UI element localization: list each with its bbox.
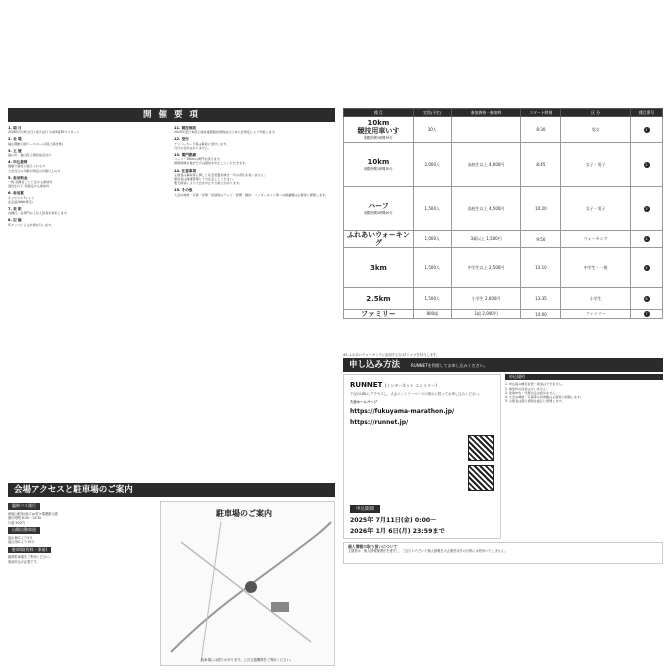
event-cap-cell: 1,500人	[413, 288, 451, 310]
apply-period	[350, 495, 496, 535]
guideline-item	[8, 149, 168, 157]
guideline-item	[8, 218, 168, 226]
guideline-item	[174, 126, 334, 134]
event-row	[344, 288, 663, 310]
event-name-cell	[344, 248, 414, 288]
event-cat-cell: ウォーキング	[561, 231, 631, 248]
event-note: 制限時間1時間30分	[364, 167, 393, 171]
event-name-cell	[344, 288, 414, 310]
runnet-logo-text: RUNNET	[350, 381, 383, 389]
events-col-header: 種 目	[344, 109, 414, 117]
event-number-badge: 6	[645, 296, 648, 301]
event-fee-cell: 中学生以上 2,500円	[451, 248, 521, 288]
access-info	[8, 501, 160, 666]
events-col-header: 参加資格・参加料	[451, 109, 521, 117]
events-table	[343, 108, 663, 319]
runnet-sub: (インターネット エントリー)	[384, 383, 437, 388]
events-footnote: ※1 ふれあいウォーキングに参加する方はTシャツを付与します。	[343, 353, 440, 357]
apply-subtitle: RUNNETを利用してお申し込みください。	[410, 363, 488, 368]
event-cat-cell: 男女	[561, 117, 631, 143]
event-number-cell	[631, 143, 663, 187]
guideline-item	[8, 207, 168, 215]
guideline-text: 福山市、福山陸上競技協会ほか	[8, 153, 52, 158]
event-time-cell: 13:10	[521, 248, 561, 288]
parking-text: 臨時駐車場をご利用ください。 事前申込が必要です。	[8, 555, 53, 564]
guideline-text: オリジナルTシャツ 完走証(Web発行)	[8, 195, 35, 204]
site-qr-code	[468, 435, 494, 461]
map-title: 駐車場のご案内	[216, 509, 272, 518]
event-row	[344, 248, 663, 288]
guideline-text: 一般 各種目ごとに定める参加料 高校生以下 別途定める参加料	[8, 180, 53, 189]
bus-text: JR福山駅前(南口)⇄竹ケ端運動公園 運行時間 6:30〜13:30 片道 500円	[8, 511, 58, 525]
guidelines-col-2	[174, 126, 334, 476]
runnet-box	[343, 374, 501, 539]
event-name-cell	[344, 117, 414, 143]
guideline-item	[8, 126, 168, 134]
apply-rules	[505, 374, 663, 539]
event-number-badge: 1	[645, 127, 648, 132]
guideline-text: 健康で競技に耐えられる方 大会当日の年齢が規定の年齢以上の方	[8, 164, 61, 173]
event-cat-cell: ファミリー	[561, 310, 631, 319]
guidelines-col-1	[8, 126, 168, 476]
privacy-text: 主催者は、個人情報保護法を遵守し、ご記入いただいた個人情報を大会運営以外の目的には使用いたしません。	[348, 549, 508, 554]
event-name: ハーフ	[368, 202, 389, 210]
runnet-url-link[interactable]: https://runnet.jp/	[350, 419, 409, 427]
map-note: 駐車場には限りがあります。公共交通機関をご利用ください。	[201, 658, 294, 662]
section-title-access: 会場アクセスと駐車場のご案内	[8, 483, 335, 497]
event-number-badge: 5	[645, 265, 648, 270]
guideline-item	[174, 153, 334, 166]
guideline-title: 7. 表 彰	[8, 207, 22, 212]
event-cat-cell: 中学生・一般	[561, 248, 631, 288]
event-time-cell: 8:45	[521, 143, 561, 187]
event-time-cell: 13:35	[521, 288, 561, 310]
event-name: 3km	[369, 263, 387, 272]
venue-map	[160, 501, 335, 666]
left-page	[8, 108, 335, 668]
period-start: 2025年 7月11日(金) 0:00〜	[350, 517, 437, 524]
runnet-qr-code	[468, 465, 494, 491]
event-time-cell: 8:30	[521, 117, 561, 143]
guidelines-columns	[8, 126, 335, 476]
event-number-badge: 4	[645, 237, 648, 241]
event-fee-cell: 3歳以上 1,500円	[451, 231, 521, 248]
guideline-title: 2. 会 場	[8, 137, 22, 142]
guideline-title: 5. 参加料金	[8, 175, 28, 180]
event-number-badge: 3	[645, 206, 648, 211]
event-fee-cell: 1組 2,000円	[451, 310, 521, 319]
guideline-item	[174, 188, 334, 196]
site-url-link[interactable]: https://fukuyama-marathon.jp/	[350, 408, 455, 416]
guideline-title: 3. 主 催	[8, 148, 22, 153]
event-fee-cell	[451, 117, 521, 143]
event-name: 10km	[367, 119, 390, 127]
guideline-title: 13. 関門閉鎖	[174, 153, 196, 158]
event-cat-cell: 小学生	[561, 288, 631, 310]
event-row	[344, 310, 663, 319]
events-table-header	[344, 109, 663, 117]
guideline-text: ナンバーカード等は事前に送付します。 当日の受付はありません。	[174, 141, 230, 150]
event-number-cell	[631, 117, 663, 143]
event-row	[344, 187, 663, 231]
guideline-item	[174, 137, 334, 150]
guideline-title: 6. 参加賞	[8, 191, 24, 196]
event-note: 制限時間2時間40分	[364, 211, 393, 215]
parking-label: 駐車場(有料・事前)	[8, 547, 51, 554]
event-cap-cell: 800組	[413, 310, 451, 319]
guideline-title: 8. 記 録	[8, 218, 22, 223]
event-name-cell	[344, 187, 414, 231]
rules-title: 申込規約	[505, 374, 663, 380]
guideline-item	[8, 191, 168, 204]
event-cat-cell: 女子・男子	[561, 187, 631, 231]
guideline-text: 大会の映像・写真・記事・記録等のテレビ・新聞・雑誌・インターネット等への掲載権は主催者に帰属します。	[174, 192, 329, 197]
event-number-cell	[631, 187, 663, 231]
privacy-title: 個人情報の取り扱いについて	[348, 544, 398, 549]
guideline-title: 12. 受付	[174, 137, 189, 142]
rules-text: 1. 申込後の種目変更・取消はできません。 2. 参加料の返金は行いません。 3. 虚偽申告・代理出走は認めません。 4. 大会の映像・写真等の肖像権は主催者に帰属します。 5. 主催者は個人情報を適正に管理します。	[505, 382, 583, 404]
event-row	[344, 231, 663, 248]
access-section	[8, 483, 335, 668]
guideline-text: 各種目・各部門の上位入賞者を表彰します。	[8, 211, 70, 216]
event-time-cell: 14:00	[521, 310, 561, 319]
event-number-cell	[631, 288, 663, 310]
guideline-title: 11. 競技規則	[174, 126, 196, 130]
event-number-badge: 7	[645, 312, 648, 316]
guideline-text: 2026年1月6日(日) 雨天決行 午前9時30分スタート	[8, 130, 80, 135]
event-time-cell: 10:20	[521, 187, 561, 231]
events-col-header: スタート時刻	[521, 109, 561, 117]
guideline-title: 14. 注意事項	[174, 168, 196, 173]
event-name: ファミリー	[360, 310, 396, 318]
event-fee-cell: 高校生以上 4,500円	[451, 187, 521, 231]
site-label: 大会ホームページ	[350, 399, 378, 404]
event-fee-cell: 小学生 2,000円	[451, 288, 521, 310]
event-name: 10km	[367, 158, 390, 166]
guideline-title: 4. 申込資格	[8, 160, 28, 165]
privacy-box	[343, 542, 663, 564]
events-col-header: 種目番号	[631, 109, 663, 117]
events-col-header: 区 分	[561, 109, 631, 117]
event-row	[344, 117, 663, 143]
event-name: 2.5km	[366, 294, 391, 303]
right-page	[343, 108, 663, 668]
event-fee-cell: 高校生以上 4,000円	[451, 143, 521, 187]
runnet-desc: 下記のURLにアクセスし、大会エントリーページの指示に従ってお申し込みください。	[350, 392, 483, 396]
event-row	[344, 143, 663, 187]
guideline-item	[8, 160, 168, 173]
event-cat-cell: 女子・男子	[561, 143, 631, 187]
guideline-text: 2025年度日本陸上競技連盟競技規則並びに本大会規定により実施します。	[174, 130, 278, 135]
bus-label: 臨時バス運行	[8, 503, 40, 510]
guideline-text: 福山運動公園コースゴール(陸上競技場)	[8, 141, 63, 146]
car-label: 山陽自動車道	[8, 527, 40, 534]
period-end: 2026年 1月 6日(月) 23:59まで	[350, 528, 445, 535]
guideline-text: ハーフ・10kmの関門を設けます。 制限時間を過ぎた方は競技を中止していただきます。	[174, 157, 249, 166]
event-sub: 競技用車いす	[357, 127, 400, 135]
map-graphic	[161, 502, 336, 667]
guideline-title: 15. その他	[174, 188, 193, 193]
event-note: 制限時間1時間35分	[364, 136, 393, 140]
apply-title: 申し込み方法	[349, 360, 401, 370]
apply-section	[343, 358, 663, 538]
event-time-cell: 9:50	[521, 231, 561, 248]
event-name: ふれあいウォーキング	[347, 231, 410, 247]
period-label: 申込期間	[350, 505, 380, 513]
event-cap-cell: 2,000人	[413, 143, 451, 187]
event-number-cell	[631, 231, 663, 248]
guideline-item	[8, 176, 168, 189]
event-number-badge: 2	[645, 162, 648, 167]
section-title-apply	[343, 358, 663, 372]
event-name-cell	[344, 310, 414, 319]
event-name-cell	[344, 143, 414, 187]
guideline-item	[174, 169, 334, 186]
section-title-guidelines: 開 催 要 項	[8, 108, 335, 122]
event-number-cell	[631, 248, 663, 288]
car-text: 福山東ICより5分 福山西ICより15分	[8, 535, 35, 544]
event-cap-cell: 1,000人	[413, 231, 451, 248]
guideline-title: 1. 期 日	[8, 126, 22, 130]
event-cap-cell: 1,500人	[413, 187, 451, 231]
runnet-logo	[350, 381, 494, 389]
event-name-cell	[344, 231, 414, 248]
guideline-text: ICチップによる計測を行います。	[8, 222, 55, 227]
guideline-text: 主催者は事故等に関して応急処置を除き一切の責任を負いません。 参加者は健康管理に十分注意してください。 悪天候等により大会を中止する場合があります。	[174, 172, 267, 186]
event-cap-cell: 1,500人	[413, 248, 451, 288]
event-number-cell	[631, 310, 663, 319]
guideline-item	[8, 137, 168, 145]
event-cap-cell: 30人	[413, 117, 451, 143]
events-col-header: 定員(予定)	[413, 109, 451, 117]
